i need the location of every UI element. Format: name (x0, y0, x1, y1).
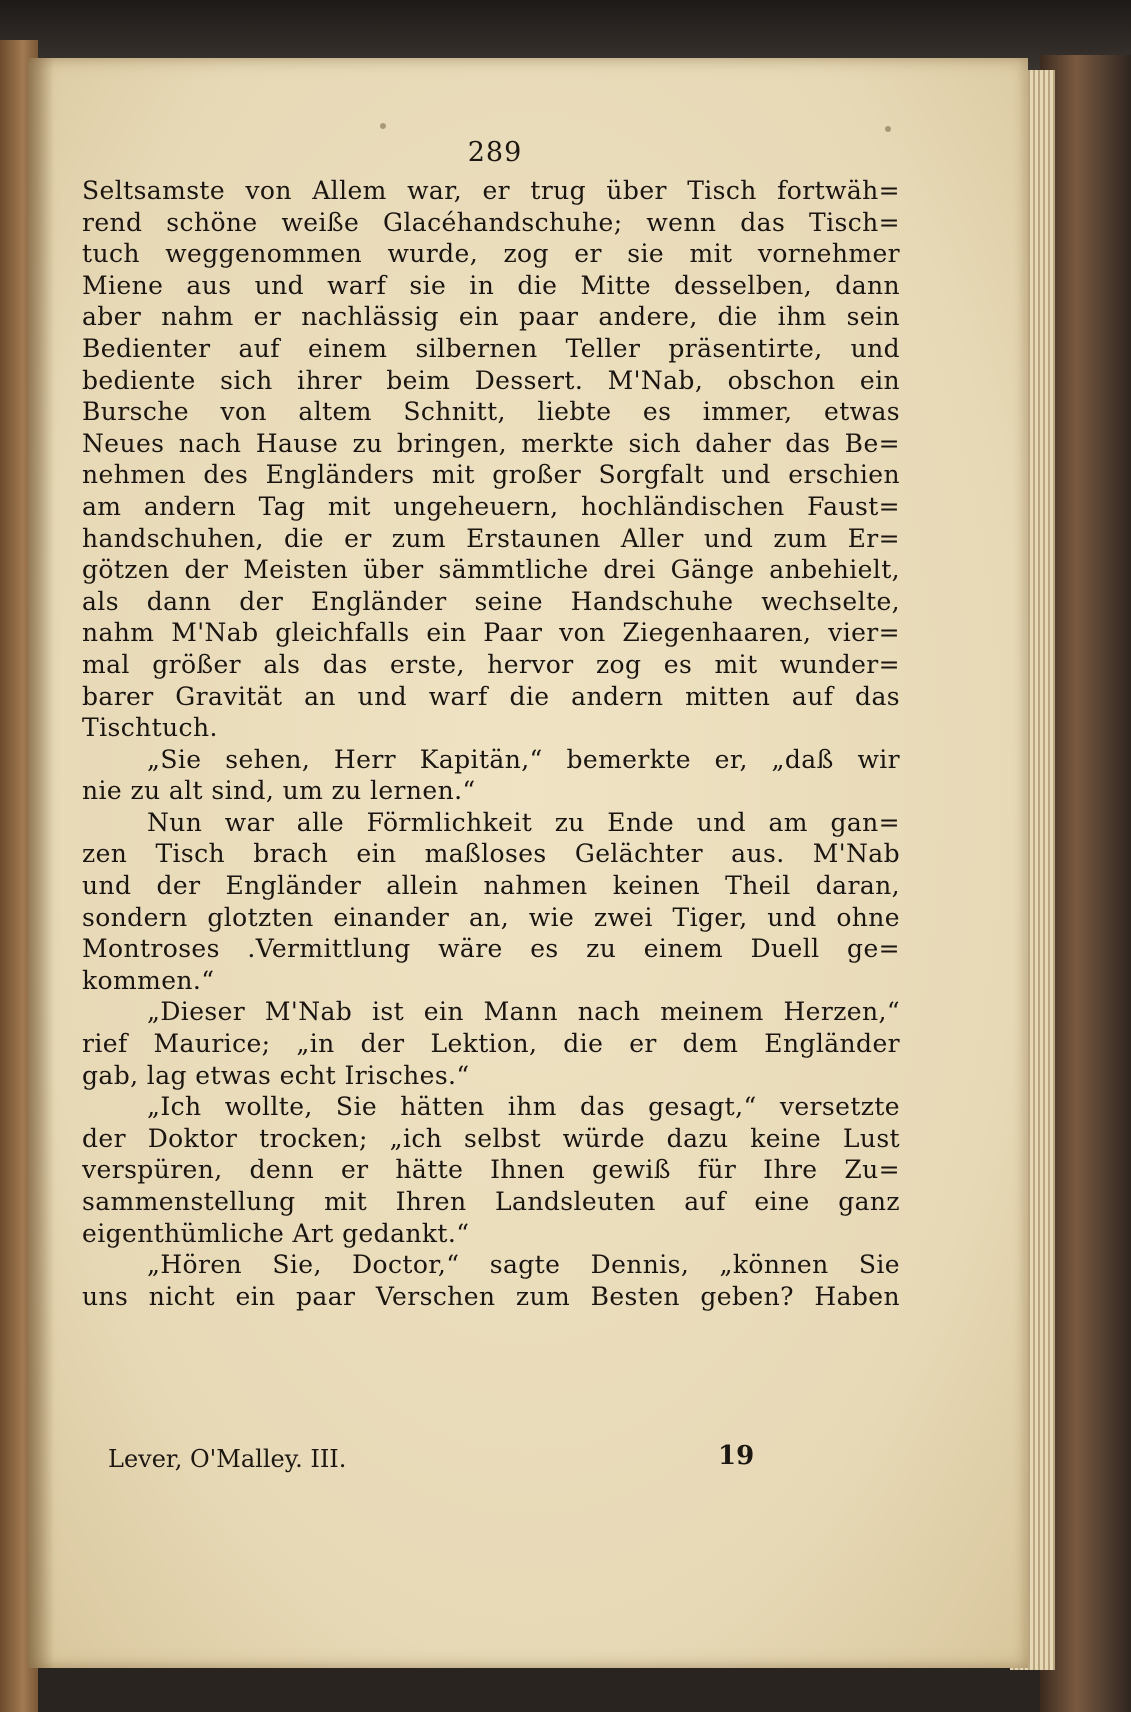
text-line: bediente sich ihrer beim Dessert. M'Nab, obschon ein (82, 365, 900, 395)
sheet-number: 19 (718, 1441, 755, 1471)
text-line: Seltsamste von Allem war, er trug über Tisch fortwäh= (82, 176, 900, 205)
text-line: Bursche von altem Schnitt, liebte es immer, etwas (82, 397, 900, 427)
text-line: mal größer als das erste, hervor zog es mit wunder= (82, 649, 900, 679)
body-text (82, 175, 900, 1312)
text-line: Tischtuch. (82, 713, 218, 743)
text-line: am andern Tag mit ungeheuern, hochländischen Faust= (82, 491, 900, 521)
text-line: nehmen des Engländers mit großer Sorgfalt und erschien (82, 460, 900, 490)
text-line: und der Engländer allein nahmen keinen Theil daran, (82, 871, 900, 901)
text-line: eigenthümliche Art gedankt.“ (82, 1218, 470, 1248)
text-line: uns nicht ein paar Verschen zum Besten geben? Haben (82, 1281, 900, 1311)
paper-speck (380, 123, 386, 129)
text-line: tuch weggenommen wurde, zog er sie mit vornehmer (82, 239, 900, 269)
text-line: verspüren, denn er hätte Ihnen gewiß für Ihre Zu= (82, 1155, 900, 1185)
text-line: „Ich wollte, Sie hätten ihm das gesagt,“ versetzte (147, 1092, 900, 1122)
page-number: 289 (467, 137, 523, 168)
text-line: handschuhen, die er zum Erstaunen Aller und zum Er= (82, 523, 900, 553)
page-gutter-shadow (28, 58, 54, 1668)
text-line: „Dieser M'Nab ist ein Mann nach meinem Herzen,“ (147, 997, 900, 1027)
paper-speck (885, 126, 891, 132)
text-line: gab, lag etwas echt Irisches.“ (82, 1060, 470, 1090)
text-line: rend schöne weiße Glacéhandschuhe; wenn das Tisch= (82, 207, 900, 237)
text-line: der Doktor trocken; „ich selbst würde dazu keine Lust (82, 1123, 900, 1153)
text-line: kommen.“ (82, 965, 215, 995)
text-line: götzen der Meisten über sämmtliche drei Gänge anbehielt, (82, 555, 900, 585)
text-line: aber nahm er nachlässig ein paar andere, die ihm sein (82, 302, 900, 332)
text-line: nahm M'Nab gleichfalls ein Paar von Ziegenhaaren, vier= (82, 618, 900, 648)
footer-signature: Lever, O'Malley. III. (108, 1445, 347, 1473)
text-line: nie zu alt sind, um zu lernen.“ (82, 776, 476, 806)
text-line: als dann der Engländer seine Handschuhe wechselte, (82, 586, 900, 616)
text-line: Nun war alle Förmlichkeit zu Ende und am gan= (147, 807, 900, 837)
text-line: sammenstellung mit Ihren Landsleuten auf eine ganz (82, 1187, 900, 1216)
text-line: Neues nach Hause zu bringen, merkte sich daher das Be= (82, 428, 900, 458)
text-line: rief Maurice; „in der Lektion, die er dem Engländer (82, 1029, 900, 1059)
text-line: zen Tisch brach ein maßloses Gelächter aus. M'Nab (82, 839, 900, 869)
text-line: Montroses .Vermittlung wäre es zu einem Duell ge= (82, 934, 900, 964)
text-line: sondern glotzten einander an, wie zwei Tiger, und ohne (82, 902, 900, 932)
text-line: barer Gravität an und warf die andern mitten auf das (82, 681, 900, 711)
text-line: „Hören Sie, Doctor,“ sagte Dennis, „können Sie (147, 1250, 900, 1280)
text-line: „Sie sehen, Herr Kapitän,“ bemerkte er, „daß wir (147, 744, 900, 774)
text-line: Bedienter auf einem silbernen Teller präsentirte, und (82, 333, 900, 363)
page-footer (108, 1441, 755, 1477)
text-line: Miene aus und warf sie in die Mitte desselben, dann (82, 270, 900, 300)
